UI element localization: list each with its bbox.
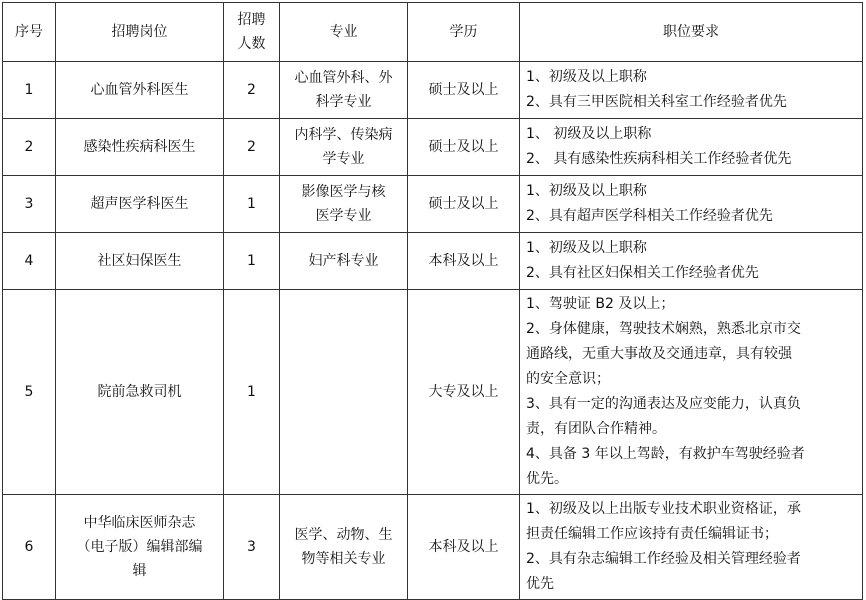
cell-count: 1 — [224, 290, 280, 495]
cell-education: 硕士及以上 — [408, 62, 520, 119]
header-count-line1: 招聘 — [237, 12, 266, 28]
cell-education: 大专及以上 — [408, 290, 520, 495]
requirement-line: 2、 具有感染性疾病科相关工作经验者优先 — [526, 151, 792, 167]
header-education: 学历 — [408, 3, 520, 62]
requirement-line: 3、具有一定的沟通表达及应变能力，认真负 — [526, 396, 801, 412]
major-line: 科学专业 — [315, 94, 372, 110]
cell-major — [280, 119, 408, 176]
requirement-line: 1、初级及以上出版专业技术职业资格证，承 — [526, 501, 801, 517]
cell-requirements — [520, 176, 863, 233]
cell-count: 3 — [224, 495, 280, 600]
requirement-line: 责，有团队合作精神。 — [526, 421, 666, 437]
cell-education: 本科及以上 — [408, 233, 520, 290]
cell-position: 心血管外科医生 — [56, 62, 224, 119]
cell-seq: 5 — [3, 290, 56, 495]
position-line: 中华临床医师杂志 — [83, 515, 196, 531]
requirement-line: 2、具有杂志编辑工作经验及相关管理经验者 — [526, 551, 801, 567]
header-major: 专业 — [280, 3, 408, 62]
cell-seq: 1 — [3, 62, 56, 119]
requirement-line: 1、 初级及以上职称 — [526, 126, 652, 142]
table-row — [3, 495, 863, 600]
cell-position: 院前急救司机 — [56, 290, 224, 495]
requirement-line: 4、具备 3 年以上驾龄，有救护车驾驶经验者 — [526, 446, 805, 462]
position-line: （电子版）编辑部编 — [76, 539, 203, 555]
cell-requirements — [520, 233, 863, 290]
requirement-line: 1、初级及以上职称 — [526, 240, 647, 256]
header-seq: 序号 — [3, 3, 56, 62]
cell-requirements — [520, 290, 863, 495]
cell-seq: 4 — [3, 233, 56, 290]
header-position: 招聘岗位 — [56, 3, 224, 62]
requirement-line: 优先 — [526, 576, 554, 592]
major-line: 物等相关专业 — [301, 551, 386, 567]
position-line: 辑 — [132, 563, 147, 579]
major-line: 医学、动物、生 — [294, 527, 393, 543]
cell-seq: 6 — [3, 495, 56, 600]
table-row — [3, 119, 863, 176]
recruitment-table — [2, 2, 863, 600]
cell-requirements — [520, 495, 863, 600]
table-header — [3, 3, 863, 62]
cell-major: 妇产科专业 — [280, 233, 408, 290]
cell-position: 超声医学科医生 — [56, 176, 224, 233]
requirement-line: 的安全意识； — [526, 371, 610, 387]
cell-major — [280, 176, 408, 233]
header-count-line2: 人数 — [237, 36, 266, 52]
major-line: 学专业 — [322, 151, 365, 167]
header-row — [3, 3, 863, 62]
major-line: 医学专业 — [315, 208, 372, 224]
requirement-line: 2、具有社区妇保相关工作经验者优先 — [526, 265, 759, 281]
cell-education: 硕士及以上 — [408, 119, 520, 176]
header-requirements: 职位要求 — [520, 3, 863, 62]
cell-education: 本科及以上 — [408, 495, 520, 600]
cell-seq: 2 — [3, 119, 56, 176]
cell-major — [280, 495, 408, 600]
cell-count: 2 — [224, 119, 280, 176]
cell-count: 1 — [224, 233, 280, 290]
requirement-line: 优先。 — [526, 471, 568, 487]
requirement-line: 2、具有三甲医院相关科室工作经验者优先 — [526, 94, 787, 110]
cell-major — [280, 62, 408, 119]
cell-requirements — [520, 62, 863, 119]
table-row — [3, 176, 863, 233]
major-line: 内科学、传染病 — [294, 127, 393, 143]
cell-position: 感染性疾病科医生 — [56, 119, 224, 176]
cell-major — [280, 290, 408, 495]
cell-position — [56, 495, 224, 600]
requirement-line: 2、具有超声医学科相关工作经验者优先 — [526, 208, 773, 224]
table-row — [3, 62, 863, 119]
table-body — [3, 62, 863, 600]
cell-count: 1 — [224, 176, 280, 233]
table-row — [3, 233, 863, 290]
cell-requirements — [520, 119, 863, 176]
requirement-line: 1、初级及以上职称 — [526, 69, 647, 85]
header-count — [224, 3, 280, 62]
requirement-line: 1、初级及以上职称 — [526, 183, 647, 199]
major-line: 心血管外科、外 — [294, 70, 393, 86]
cell-position: 社区妇保医生 — [56, 233, 224, 290]
cell-count: 2 — [224, 62, 280, 119]
requirement-line: 通路线，无重大事故及交通违章，具有较强 — [526, 346, 792, 362]
major-line: 影像医学与核 — [301, 184, 386, 200]
requirement-line: 担责任编辑工作应该持有责任编辑证书； — [526, 526, 778, 542]
cell-education: 硕士及以上 — [408, 176, 520, 233]
requirement-line: 1、驾驶证 B2 及以上； — [526, 296, 675, 312]
requirement-line: 2、身体健康，驾驶技术娴熟，熟悉北京市交 — [526, 321, 801, 337]
table-row — [3, 290, 863, 495]
cell-seq: 3 — [3, 176, 56, 233]
